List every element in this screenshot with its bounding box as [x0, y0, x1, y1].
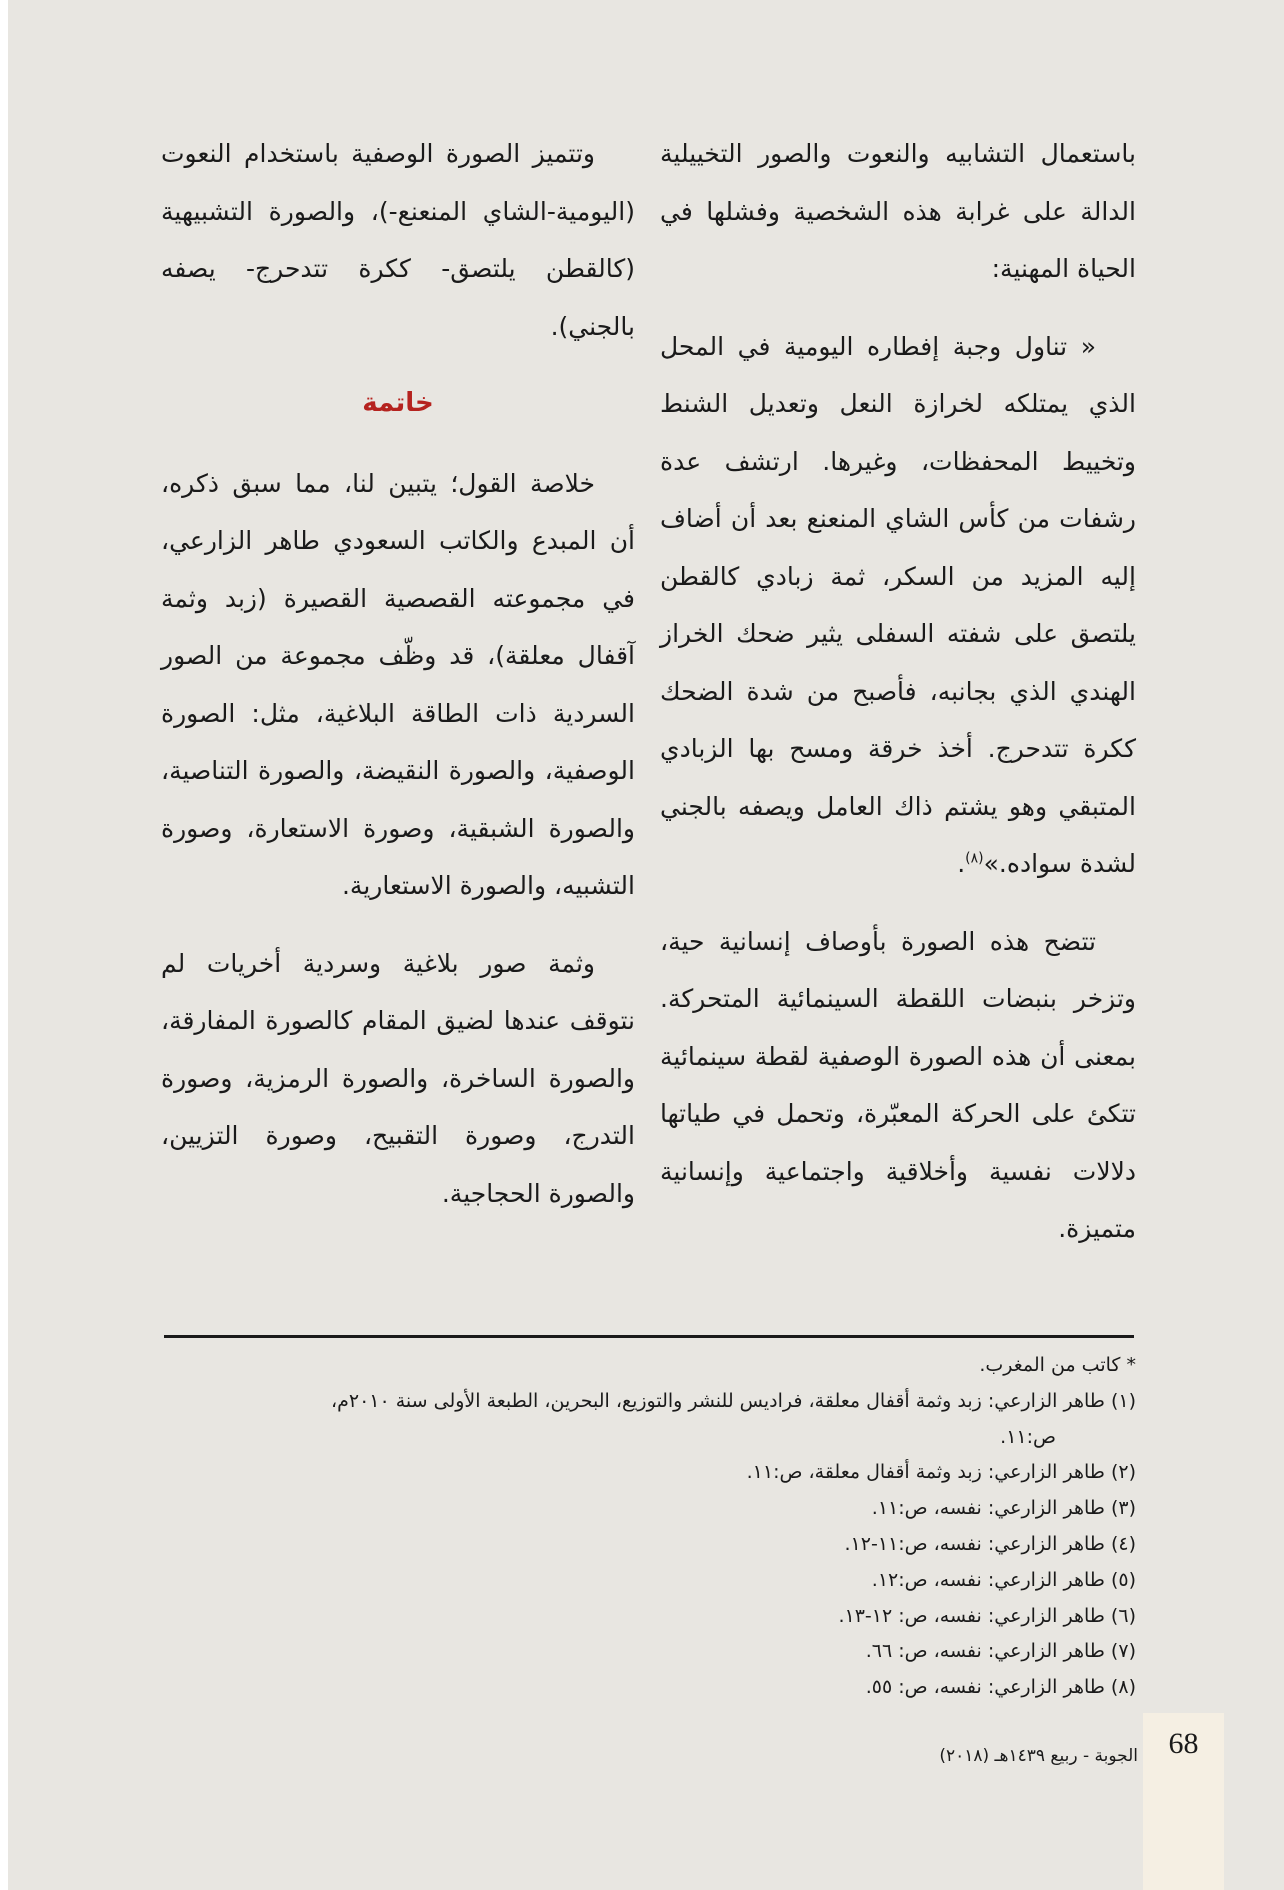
paragraph: تتضح هذه الصورة بأوصاف إنسانية حية، وتزخر بنبضات اللقطة السينمائية المتحركة. بمعنى أن هذه الصورة الوصفية لقطة سينمائية تتكئ على الحركة المعبّرة، وتحمل في طياتها دلالات نفسية وأخلاقية واجتماعية وإنسانية متميزة.: [660, 926, 1136, 1243]
page-number: 68: [1168, 1727, 1199, 1760]
paragraph: خلاصة القول؛ يتبين لنا، مما سبق ذكره، أن المبدع والكاتب السعودي طاهر الزارعي، في مجموعته القصصية القصيرة (زبد وثمة آقفال معلقة)، قد وظّف مجموعة من الصور السردية ذات الطاقة البلاغية، مثل: الصورة الوصفية، والصورة النقيضة، والصورة التناصية، والصورة الشبقية، وصورة الاستعارة، وصورة التشبيه، والصورة الاستعارية.: [161, 468, 635, 900]
paragraph: باستعمال التشابيه والنعوت والصور التخييلية الدالة على غرابة هذه الشخصية وفشلها في الحياة المهنية:: [660, 139, 1136, 283]
footnote: * كاتب من المغرب.: [979, 1354, 1136, 1376]
footnote-divider: [164, 1335, 1134, 1338]
footnote: (٢) طاهر الزارعي: زبد وثمة أقفال معلقة، ص:١١.: [746, 1461, 1136, 1484]
footnote-ref: (٨): [965, 850, 984, 867]
paragraph: وتتميز الصورة الوصفية باستخدام النعوت (اليومية-الشاي المنعنع-)، والصورة التشبيهية (كالقطن يلتصق- ككرة تتدحرج- يصفه بالجني).: [161, 139, 635, 341]
footnote: (١) طاهر الزارعي: زبد وثمة أقفال معلقة، فراديس للنشر والتوزيع، البحرين، الطبعة الأولى سنة ٢٠١٠م،: [330, 1389, 1136, 1412]
page: [8, 0, 1284, 1890]
paragraph: وثمة صور بلاغية وسردية أخريات لم نتوقف عندها لضيق المقام كالصورة المفارقة، والصورة الساخرة، والصورة الرمزية، وصورة التدرج، وصورة التقبيح، وصورة التزيين، والصورة الحجاجية.: [161, 948, 635, 1208]
journal-issue: الجوبة - ربيع ١٤٣٩هـ (٢٠١٨): [939, 1746, 1138, 1766]
right-column: [660, 125, 1136, 1278]
quote-paragraph: [660, 318, 1136, 893]
footnotes: [161, 1348, 1136, 1706]
footnote: (٨) طاهر الزارعي: نفسه، ص: ٥٥.: [865, 1676, 1136, 1699]
footnote-continuation: ص:١١.: [1000, 1425, 1056, 1448]
section-heading: خاتمة: [362, 388, 434, 418]
footnote: (٣) طاهر الزارعي: نفسه، ص:١١.: [871, 1497, 1136, 1520]
footnote: (٦) طاهر الزارعي: نفسه، ص: ١٢-١٣.: [838, 1604, 1136, 1627]
quote-text: « تناول وجبة إفطاره اليومية في المحل الذي يمتلكه لخرازة النعل وتعديل الشنط وتخييط المحفظات، وغيرها. ارتشف عدة رشفات من كأس الشاي المنعنع بعد أن أضاف إليه المزيد من السكر، ثمة زبادي كالقطن يلتصق على شفته السفلى يثير ضحك الخراز الهندي الذي بجانبه، فأصبح من شدة الضحك ككرة تتدحرج. أخذ خرقة ومسح بها الزبادي المتبقي وهو يشتم ذاك العامل ويصفه بالجني لشدة سواده.»: [660, 331, 1136, 878]
left-column: [161, 125, 635, 1242]
quote-end: .: [957, 849, 966, 878]
footnote: (٤) طاهر الزارعي: نفسه، ص:١١-١٢.: [844, 1532, 1136, 1555]
footnote: (٧) طاهر الزارعي: نفسه، ص: ٦٦.: [865, 1640, 1136, 1663]
footnote: (٥) طاهر الزارعي: نفسه، ص:١٢.: [871, 1568, 1136, 1591]
